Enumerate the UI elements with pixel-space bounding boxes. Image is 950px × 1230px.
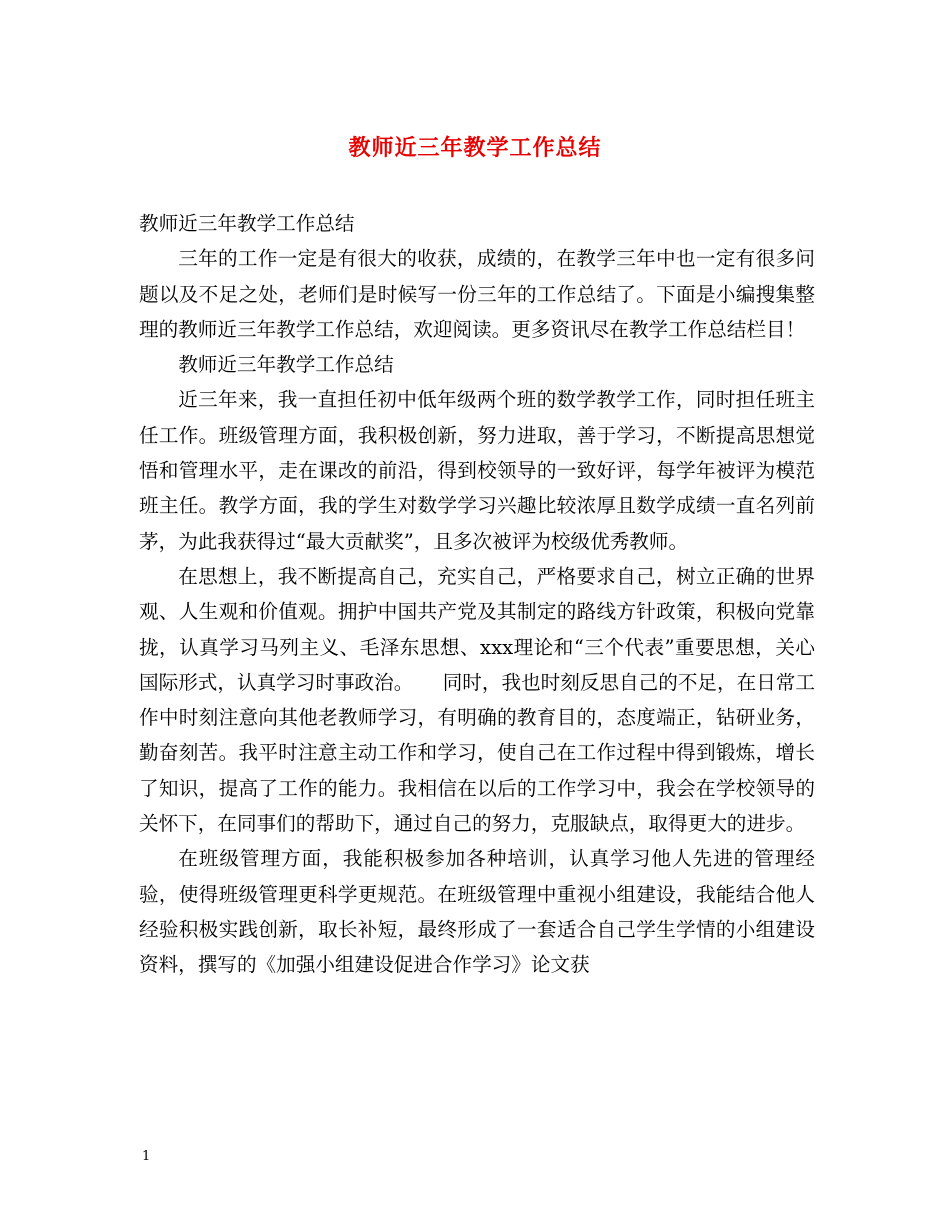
paragraph-intro: 三年的工作一定是有很大的收获，成绩的，在教学三年中也一定有很多问题以及不足之处，老师们是时候写一份三年的工作总结了。下面是小编搜集整理的教师近三年教学工作总结，欢迎阅读。更多资讯尽在教学工作总结栏目！: [139, 247, 815, 341]
document-title: 教师近三年教学工作总结: [348, 135, 602, 161]
page-number: 1: [142, 1149, 151, 1164]
paragraph-subheading: 教师近三年教学工作总结: [178, 353, 394, 377]
paragraph-class-management: 在班级管理方面，我能积极参加各种培训，认真学习他人先进的管理经验，使得班级管理更科学更规范。在班级管理中重视小组建设，我能结合他人经验积极实践创新，取长补短，最终形成了一套适合自己学生学情的小组建设资料，撰写的《加强小组建设促进合作学习》论文获: [139, 847, 815, 977]
paragraph-heading: 教师近三年教学工作总结: [139, 212, 355, 235]
paragraph-thought: 在思想上，我不断提高自己，充实自己，严格要求自己，树立正确的世界观、人生观和价值观。拥护中国共产党及其制定的路线方针政策，积极向党靠拢，认真学习马列主义、毛泽东思想、xxx理论和“三个代表”重要思想，关心国际形式，认真学习时事政治。 同时，我也时刻反思自己的不足，在日常工作中时刻注意向其他老教师学习，有明确的教育目的，态度端正，钻研业务，勤奋刻苦。我平时注意主动工作和学习，使自己在工作过程中得到锻炼，增长了知识，提高了工作的能力。我相信在以后的工作学习中，我会在学校领导的关怀下，在同事们的帮助下，通过自己的努力，克服缺点，取得更大的进步。: [139, 564, 815, 836]
paragraph-overview: 近三年来，我一直担任初中低年级两个班的数学教学工作，同时担任班主任工作。班级管理方面，我积极创新，努力进取，善于学习，不断提高思想觉悟和管理水平，走在课改的前沿，得到校领导的一致好评，每学年被评为模范班主任。教学方面，我的学生对数学学习兴趣比较浓厚且数学成绩一直名列前茅，为此我获得过“最大贡献奖”，且多次被评为校级优秀教师。: [139, 388, 815, 553]
document-body: [139, 206, 815, 983]
